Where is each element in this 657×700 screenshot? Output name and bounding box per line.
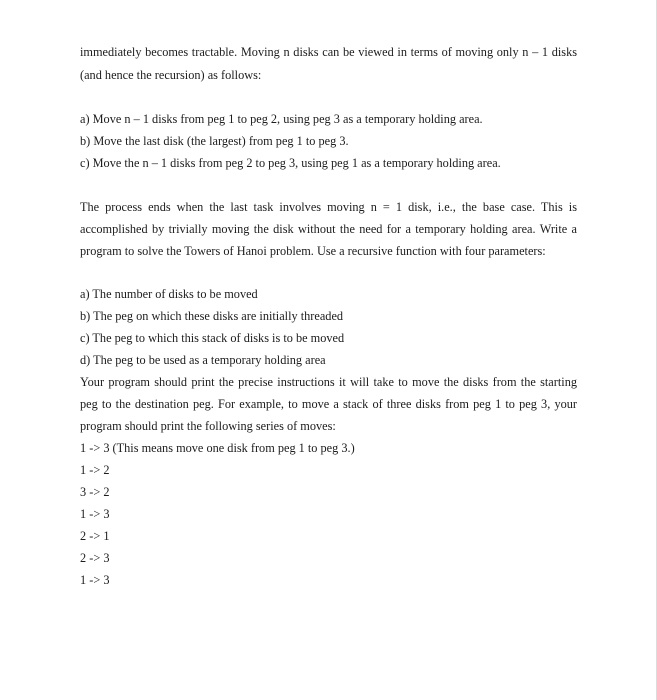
move-line: 3 -> 2 — [80, 485, 110, 499]
intro-line-1: immediately becomes tractable. Moving n disks can be viewed in terms of moving only n – 1 disks — [80, 45, 577, 59]
intro-line-2: (and hence the recursion) as follows: — [80, 68, 262, 82]
process-line-3: program to solve the Towers of Hanoi problem. Use a recursive function with four parameters: — [80, 244, 546, 258]
parameter-c: c) The peg to which this stack of disks is to be moved — [80, 331, 345, 345]
process-line-1: The process ends when the last task involves moving n = 1 disk, i.e., the base case. This is — [80, 200, 577, 214]
parameter-b: b) The peg on which these disks are initially threaded — [80, 309, 344, 323]
step-c: c) Move the n – 1 disks from peg 2 to peg 3, using peg 1 as a temporary holding area. — [80, 156, 501, 170]
instructions-line-2: peg to the destination peg. For example, to move a stack of three disks from peg 1 to peg 3, your — [80, 397, 577, 411]
step-a: a) Move n – 1 disks from peg 1 to peg 2, using peg 3 as a temporary holding area. — [80, 112, 483, 126]
move-line: 2 -> 1 — [80, 529, 110, 543]
instructions-line-1: Your program should print the precise instructions it will take to move the disks from the starting — [80, 375, 577, 389]
move-line: 2 -> 3 — [80, 551, 110, 565]
step-b: b) Move the last disk (the largest) from peg 1 to peg 3. — [80, 134, 349, 148]
instructions-line-3: program should print the following series of moves: — [80, 419, 336, 433]
process-line-2: accomplished by trivially moving the disk without the need for a temporary holding area. Write a — [80, 222, 577, 236]
move-line: 1 -> 2 — [80, 463, 110, 477]
move-line: 1 -> 3 (This means move one disk from peg 1 to peg 3.) — [80, 441, 355, 455]
move-line: 1 -> 3 — [80, 507, 110, 521]
parameter-d: d) The peg to be used as a temporary holding area — [80, 353, 326, 367]
move-line: 1 -> 3 — [80, 573, 110, 587]
parameter-a: a) The number of disks to be moved — [80, 287, 258, 301]
